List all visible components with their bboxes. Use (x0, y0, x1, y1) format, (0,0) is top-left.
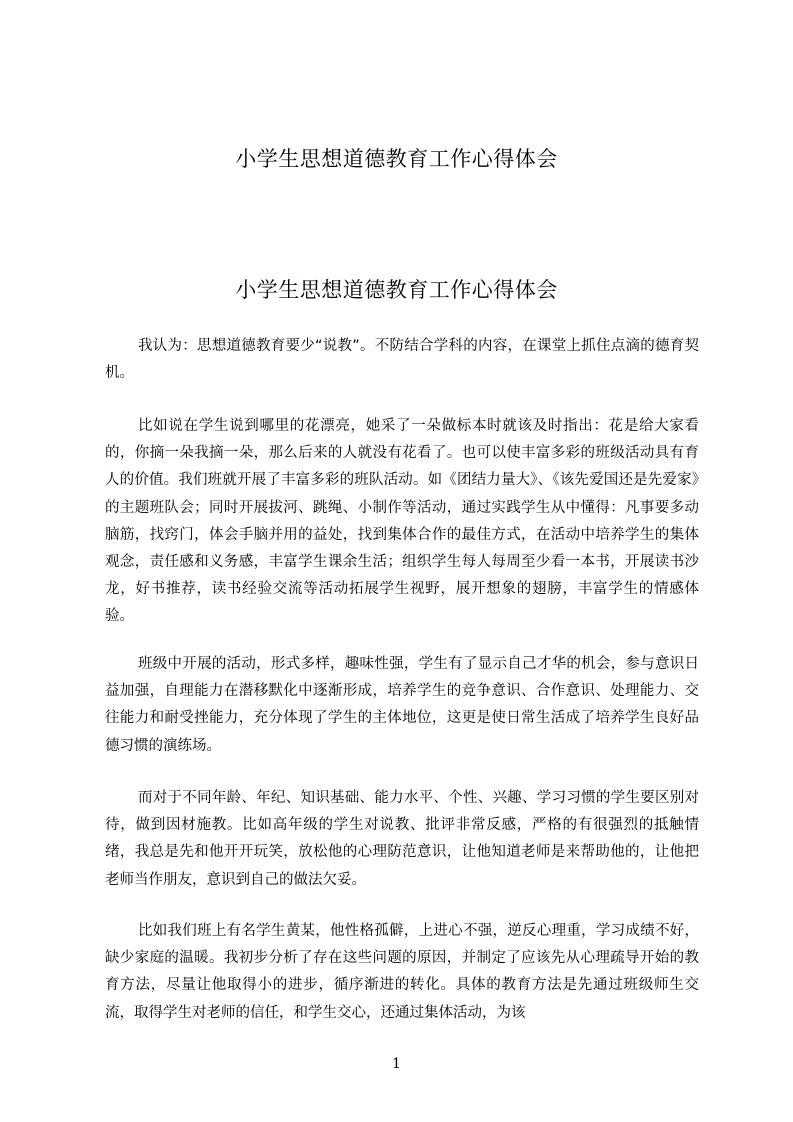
paragraph: 我认为：思想道德教育要少“说教”。不防结合学科的内容，在课堂上抓住点滴的德育契机。 (105, 338, 699, 382)
cover-title: 小学生思想道德教育工作心得体会 (235, 147, 558, 171)
document-title: 小学生思想道德教育工作心得体会 (235, 278, 558, 302)
paragraph: 比如说在学生说到哪里的花漂亮，她采了一朵做标本时就该及时指出：花是给大家看的，你摘一朵我摘一朵，那么后来的人就没有花看了。也可以使丰富多彩的班级活动具有育人的价值。我们班就开展了丰富多彩的班队活动。如《团结力量大》、《该先爱国还是先爱家》的主题班队会；同时开展拔河、跳绳、小制作等活动，通过实践学生从中懂得：凡事要多动脑筋，找窍门，体会手脑并用的益处，找到集体合作的最佳方式，在活动中培养学生的集体观念，责任感和义务感，丰富学生课余生活；组织学生每人每周至少看一本书，开展读书沙龙，好书推荐，读书经验交流等活动拓展学生视野，展开想象的翅膀，丰富学生的情感体验。 (105, 418, 699, 625)
page-number: 1 (392, 1056, 401, 1072)
paragraph: 班级中开展的活动，形式多样，趣味性强，学生有了显示自己才华的机会，参与意识日益加强，自理能力在潜移默化中逐渐形成，培养学生的竞争意识、合作意识、处理能力、交往能力和耐受挫能力，充分体现了学生的主体地位，这更是使日常生活成了培养学生良好品德习惯的演练场。 (105, 656, 699, 754)
paragraph: 比如我们班上有名学生黄某，他性格孤僻，上进心不强，逆反心理重，学习成绩不好，缺少家庭的温暖。我初步分析了存在这些问题的原因，并制定了应该先从心理疏导开始的教育方法，尽量让他取得小的进步，循序渐进的转化。具体的教育方法是先通过班级师生交流，取得学生对老师的信任，和学生交心，还通过集体活动，为该 (105, 923, 699, 1021)
paragraph: 而对于不同年龄、年纪、知识基础、能力水平、个性、兴趣、学习习惯的学生要区别对待，做到因材施教。比如高年级的学生对说教、批评非常反感，严格的有很强烈的抵触情绪，我总是先和他开开玩笑，放松他的心理防范意识，让他知道老师是来帮助他的，让他把老师当作朋友，意识到自己的做法欠妥。 (105, 790, 699, 888)
